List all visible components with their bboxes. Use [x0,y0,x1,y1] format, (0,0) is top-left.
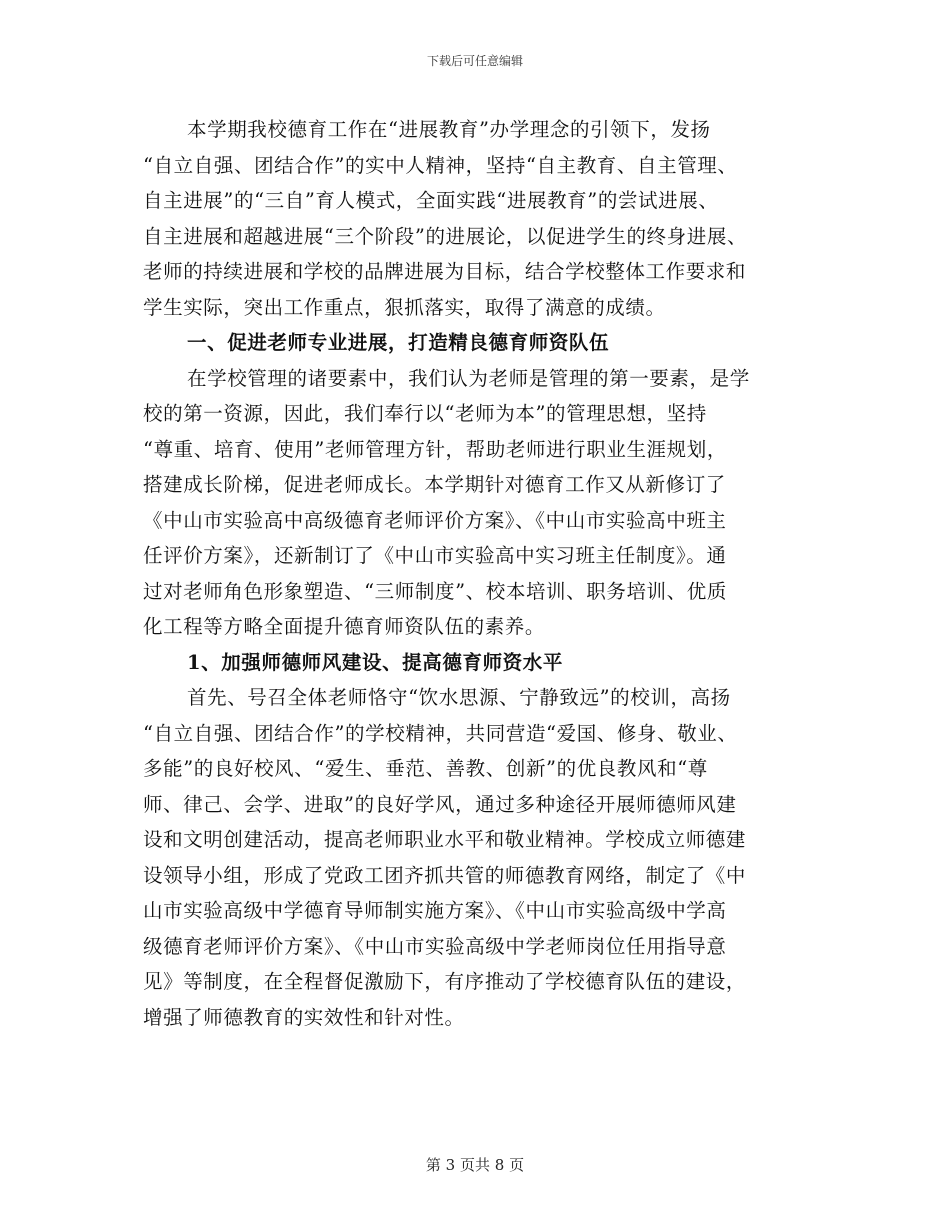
text-line: 学生实际，突出工作重点，狠抓落实，取得了满意的成绩。 [143,295,666,319]
text-line: “尊重、培育、使用”老师管理方针，帮助老师进行职业生涯规划， [143,437,727,461]
section-heading-2: 1、加强师德师风建设、提高德育师资水平 [187,650,563,674]
text-line: 过对老师角色形象塑造、“三师制度”、校本培训、职务培训、优质 [143,579,727,603]
header-note: 下载后可任意编辑 [426,54,523,68]
document-body [143,112,808,1035]
text-line: 师、律己、会学、进取”的良好学风，通过多种途径开展师德师风建 [143,792,737,816]
text-line: 设领导小组，形成了党政工团齐抓共管的师德教育网络，制定了《中 [143,863,747,887]
text-line: 化工程等方略全面提升德育师资队伍的素养。 [143,615,546,638]
text-line: 《中山市实验高中高级德育老师评价方案》、《中山市实验高中班主 [143,508,727,532]
text-line: 任评价方案》，还新制订了《中山市实验高中实习班主任制度》。通 [143,544,727,567]
text-line: 山市实验高级中学德育导师制实施方案》、《中山市实验高级中学高 [143,899,727,922]
text-line: 校的第一资源，因此，我们奉行以“老师为本”的管理思想，坚持 [143,402,707,425]
text-line: 级德育老师评价方案》、《中山市实验高级中学老师岗位任用指导意 [143,934,727,958]
text-line: 在学校管理的诸要素中，我们认为老师是管理的第一要素，是学 [187,366,750,390]
text-line: 本学期我校德育工作在“进展教育”办学理念的引领下，发扬 [187,118,711,141]
paragraph-teacher-development [143,361,808,645]
paragraph-ethics [143,680,808,1035]
text-line: 首先、号召全体老师恪守“饮水思源、宁静致远”的校训，高扬 [187,686,731,709]
text-line: 自主进展”的“三自”育人模式，全面实践“进展教育”的尝试进展、 [143,189,719,212]
text-line: “自立自强、团结合作”的学校精神，共同营造“爱国、修身、敬业、 [143,721,738,745]
text-line: 设和文明创建活动，提高老师职业水平和敬业精神。学校成立师德建 [143,828,747,851]
text-line: 见》等制度，在全程督促激励下，有序推动了学校德育队伍的建设， [143,970,747,993]
text-line: 自主进展和超越进展“三个阶段”的进展论，以促进学生的终身进展、 [143,224,748,248]
paragraph-intro [143,112,808,325]
text-line: 搭建成长阶梯，促进老师成长。本学期针对德育工作又从新修订了 [143,473,726,496]
section-heading-1: 一、促进老师专业进展，打造精良德育师资队伍 [187,331,610,354]
text-line: 增强了师德教育的实效性和针对性。 [143,1005,465,1029]
text-line: 老师的持续进展和学校的品牌进展为目标，结合学校整体工作要求和 [143,260,747,283]
text-line: 多能”的良好校风、“爱生、垂范、善教、创新”的优良教风和“尊 [143,757,708,780]
page-number: 第 3 页共 8 页 [425,1156,525,1174]
text-line: “自立自强、团结合作”的实中人精神，坚持“自主教育、自主管理、 [143,153,738,177]
